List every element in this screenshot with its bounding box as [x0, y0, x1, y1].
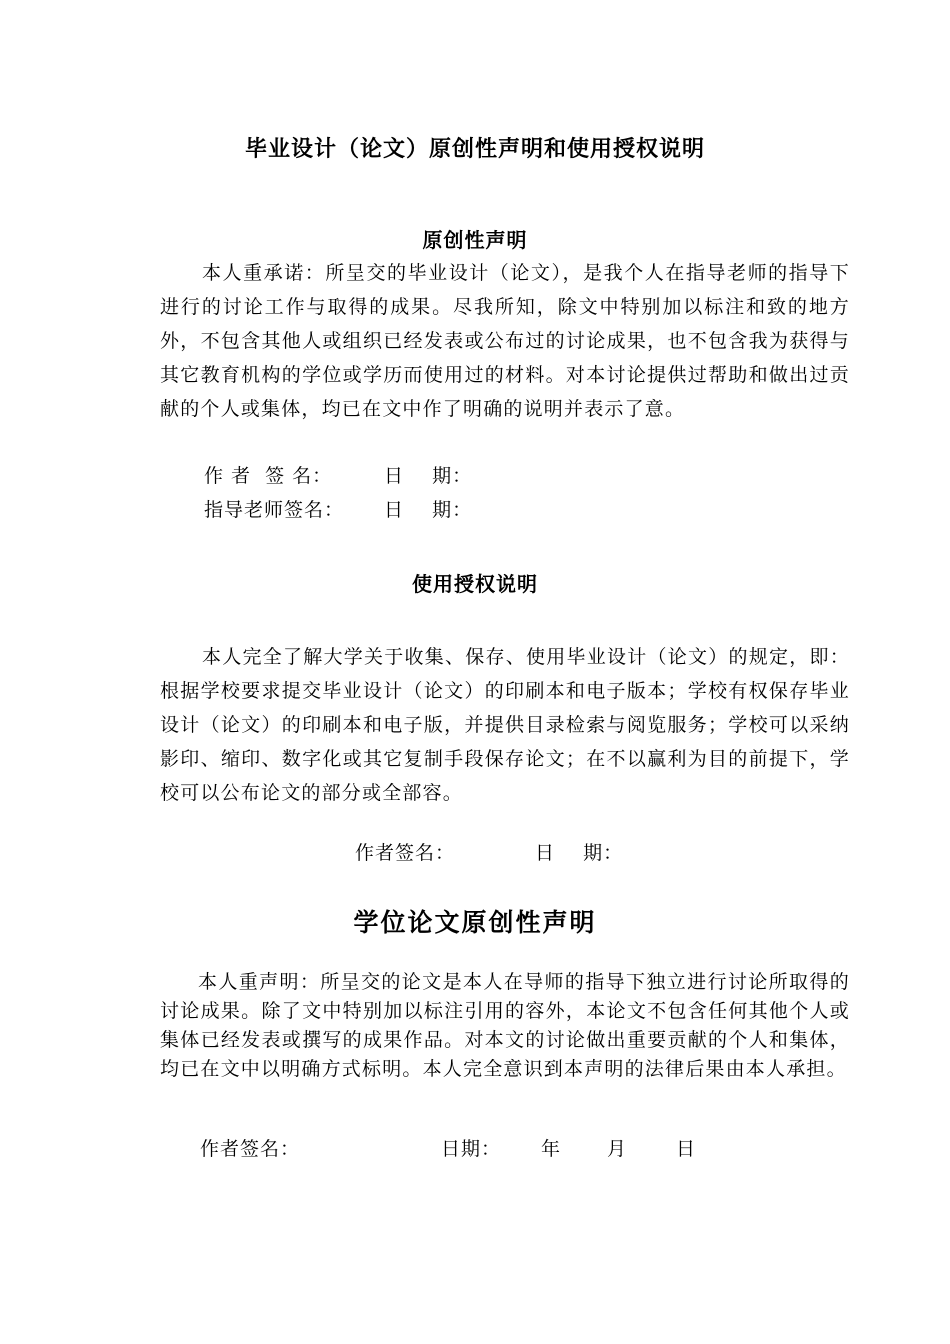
originality-heading: 原创性声明 — [422, 228, 528, 252]
degree-date-label: 日期： — [441, 1138, 502, 1160]
degree-month-label: 月 — [607, 1138, 628, 1160]
degree-day-label: 日 — [676, 1138, 697, 1160]
advisor-sign-label: 指导老师签名： — [204, 499, 345, 521]
author-date-label: 日 期： — [384, 465, 473, 487]
degree-sign-label: 作者签名： — [200, 1138, 301, 1160]
document-title: 毕业设计（论文）原创性声明和使用授权说明 — [244, 136, 705, 162]
originality-body: 本人重承诺：所呈交的毕业设计（论文），是我个人在指导老师的指导下进行的讨论工作与取得的成果。尽我所知，除文中特别加以标注和致的地方外，不包含其他人或组织已经发表或公布过的讨论成果，也不包含我为获得与其它教育机构的学位或学历而使用过的材料。对本讨论提供过帮助和做出过贡献的个人或集体，均已在文中作了明确的说明并表示了意。 — [160, 262, 850, 420]
authorization-heading: 使用授权说明 — [412, 572, 538, 596]
advisor-date-label: 日 期： — [384, 499, 473, 521]
authorization-date-label: 日 期： — [535, 842, 624, 864]
degree-thesis-body: 本人重声明：所呈交的论文是本人在导师的指导下独立进行讨论所取得的讨论成果。除了文中特别加以标注引用的容外，本论文不包含任何其他个人或集体已经发表或撰写的成果作品。对本文的讨论做出重要贡献的个人和集体，均已在文中以明确方式标明。本人完全意识到本声明的法律后果由本人承担。 — [160, 971, 850, 1080]
author-sign-label: 作 者 签 名： — [204, 465, 333, 487]
degree-year-label: 年 — [541, 1138, 562, 1160]
degree-thesis-heading: 学位论文原创性声明 — [353, 908, 597, 937]
authorization-sign-label: 作者签名： — [355, 842, 456, 864]
authorization-body: 本人完全了解大学关于收集、保存、使用毕业设计（论文）的规定，即：根据学校要求提交毕业设计（论文）的印刷本和电子版本；学校有权保存毕业设计（论文）的印刷本和电子版，并提供目录检索与阅览服务；学校可以采纳影印、缩印、数字化或其它复制手段保存论文；在不以赢利为目的前提下，学校可以公布论文的部分或全部容。 — [160, 646, 850, 804]
